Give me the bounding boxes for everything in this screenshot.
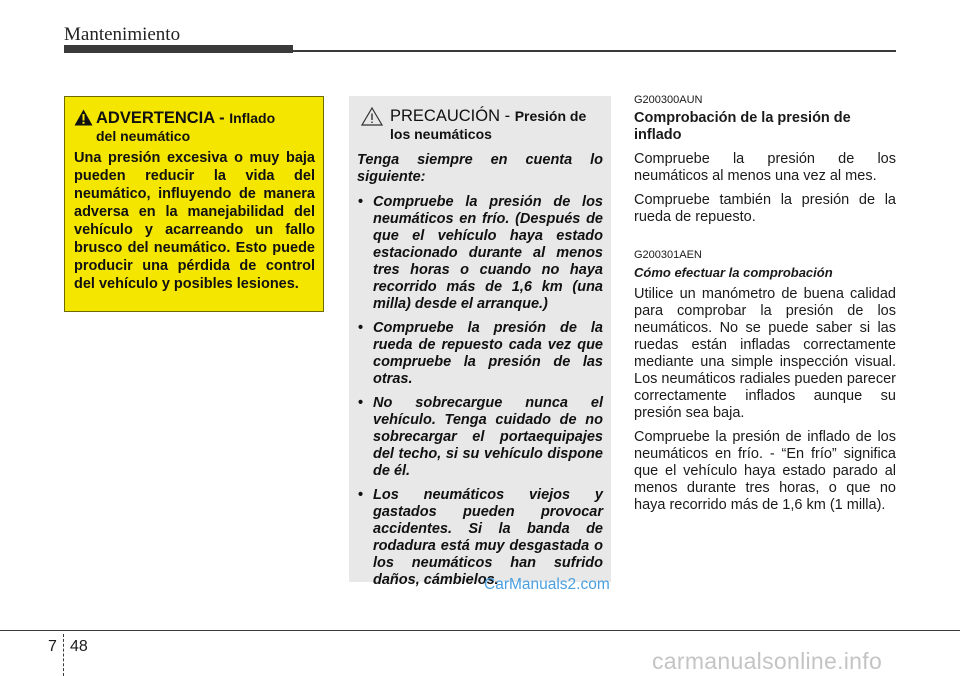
footer-chapter-number: 7 (48, 638, 57, 655)
section-title: Comprobación de la presión de inflado (634, 110, 851, 143)
bullet: • (358, 487, 364, 503)
warning-body: Una presión excesiva o muy baja pueden reducir la vida del neumático, influyendo de manera adversa en la manejabilidad del vehículo y acarreando un fallo brusco del neumático. Esto puede producir una pérdida de control del vehículo y posibles lesiones. (74, 150, 315, 292)
bullet: • (358, 320, 364, 336)
footer-rule (0, 630, 960, 631)
paragraph: Compruebe la presión de inflado de los neumáticos en frío. - “En frío” significa que el vehículo haya estado parado al menos durante tres horas, o que no haya recorrido más de 1,6 km (1 milla). (634, 429, 896, 513)
page-header-title: Mantenimiento (64, 24, 181, 45)
right-column (634, 94, 896, 521)
list-item (357, 395, 603, 480)
warning-box (64, 96, 324, 312)
caution-triangle-icon (361, 107, 383, 126)
caution-item-text: No sobrecargue nunca el vehículo. Tenga cuidado de no sobrecargar el portaequipajes del techo, si su vehículo dispone de él. (373, 395, 603, 479)
paragraph: Compruebe también la presión de la rueda de repuesto. (634, 192, 896, 225)
paragraph: Compruebe la presión de los neumáticos al menos una vez al mes. (634, 151, 896, 184)
list-item (357, 194, 603, 313)
bullet: • (358, 194, 364, 210)
section-code: G200300AUN (634, 94, 703, 106)
caution-item-text: Los neumáticos viejos y gastados pueden provocar accidentes. Si la banda de rodadura está muy desgastada o los neumáticos han sufrido daños, cámbielos. (373, 487, 603, 588)
warning-title-suffix: Inflado (229, 110, 276, 126)
section-subtitle: Cómo efectuar la comprobación (634, 265, 833, 280)
spacer (634, 233, 896, 249)
caution-subtitle: los neumáticos (390, 126, 492, 142)
header-rule-thin (293, 50, 896, 52)
caution-title-suffix: Presión de (514, 108, 587, 124)
caution-title-prefix: PRECAUCIÓN - (390, 107, 515, 125)
header-rule-thick (64, 45, 293, 53)
warning-triangle-icon (74, 109, 93, 126)
warning-subtitle: del neumático (96, 128, 191, 144)
caution-header (357, 107, 603, 142)
caution-intro: Tenga siempre en cuenta lo siguiente: (357, 152, 603, 185)
watermark-link[interactable]: CarManuals2.com (484, 576, 610, 593)
list-item (357, 320, 603, 388)
warning-title-prefix: ADVERTENCIA - (96, 109, 230, 127)
paragraph: Utilice un manómetro de buena calidad para comprobar la presión de los neumáticos. No se puede saber si las ruedas están infladas correctamente mediante una simple inspección visual. Los neumáticos radiales pueden parecer correctamente inflados aunque su presión sea baja. (634, 286, 896, 421)
caution-title (390, 107, 603, 126)
warning-title (96, 109, 315, 128)
footer-site-watermark[interactable]: carmanualsonline.info (652, 648, 883, 674)
caution-item-text: Compruebe la presión de la rueda de repuesto cada vez que compruebe la presión de las otras. (373, 320, 603, 387)
footer-separator (63, 634, 64, 676)
section-code: G200301AEN (634, 249, 702, 261)
list-item (357, 487, 603, 589)
caution-list (357, 194, 603, 589)
bullet: • (358, 395, 364, 411)
footer-page-number: 48 (70, 638, 88, 655)
caution-item-text: Compruebe la presión de los neumáticos en frío. (Después de que el vehículo haya estado estacionado durante al menos tres horas o cuando no haya recorrido más de 1,6 km (una milla) desde el arranque.) (373, 194, 603, 312)
warning-header (74, 109, 315, 144)
